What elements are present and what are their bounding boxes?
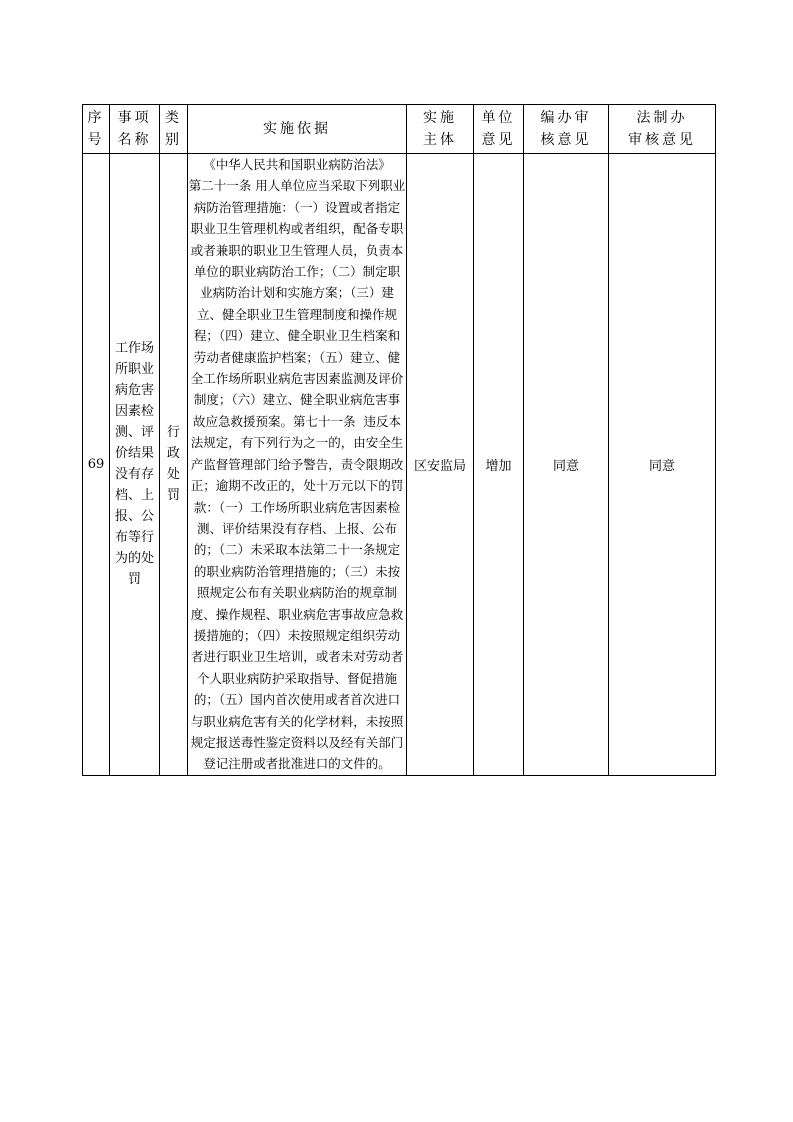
header-subject: 实施 主体 — [407, 105, 474, 154]
row-unit-opinion: 增加 — [474, 154, 524, 776]
header-seq: 序 号 — [83, 105, 110, 154]
header-row — [83, 105, 716, 154]
header-name: 事项 名称 — [110, 105, 160, 154]
row-subject: 区安监局 — [407, 154, 474, 776]
header-unit-opinion: 单位 意见 — [474, 105, 524, 154]
row-matter-name: 工作场所职业病危害因素检测、评价结果没有存档、上报、公布等行为的处罚 — [110, 154, 160, 776]
row-legal-review: 同意 — [609, 154, 716, 776]
header-basis: 实施依据 — [188, 105, 407, 154]
table-row — [83, 154, 716, 776]
row-seq: 69 — [83, 154, 110, 776]
row-legal-basis: 《中华人民共和国职业病防治法》 第二十一条 用人单位应当采取下列职业病防治管理措施：（一）设置或者指定职业卫生管理机构或者组织，配备专职或者兼职的职业卫生管理人员，负责本单位的职业病防治工作；（二）制定职业病防治计划和实施方案；（三）建立、健全职业卫生管理制度和操作规程；（四）建立、健全职业卫生档案和劳动者健康监护档案；（五）建立、健全工作场所职业病危害因素监测及评价制度；（六）建立、健全职业病危害事故应急救援预案。第七十一条 违反本法规定，有下列行为之一的，由安全生产监督管理部门给予警告，责令限期改正；逾期不改正的，处十万元以下的罚款：（一）工作场所职业病危害因素检测、评价结果没有存档、上报、公布的；（二）未采取本法第二十一条规定的职业病防治管理措施的；（三）未按照规定公布有关职业病防治的规章制度、操作规程、职业病危害事故应急救援措施的；（四）未按照规定组织劳动者进行职业卫生培训，或者未对劳动者个人职业病防护采取指导、督促措施的；（五）国内首次使用或者首次进口与职业病危害有关的化学材料，未按照规定报送毒性鉴定资料以及经有关部门登记注册或者批准进口的文件的。 — [188, 154, 407, 776]
header-legal-review: 法制办 审核意见 — [609, 105, 716, 154]
row-staff-review: 同意 — [524, 154, 609, 776]
matter-table — [82, 104, 716, 776]
header-staff-review: 编办审 核意见 — [524, 105, 609, 154]
row-category: 行 政 处 罚 — [160, 154, 188, 776]
header-type: 类 别 — [160, 105, 188, 154]
